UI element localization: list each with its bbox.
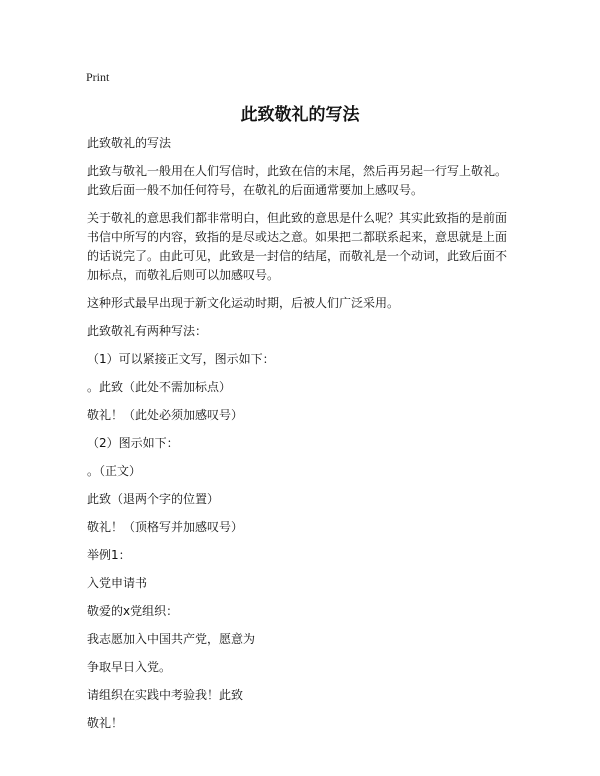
paragraph: 此致敬礼有两种写法： [87, 324, 208, 338]
paragraph: 争取早日入党。 [87, 660, 172, 674]
print-label: Print [86, 70, 110, 84]
document-body [87, 134, 517, 742]
paragraph: 我志愿加入中国共产党，愿意为 [87, 632, 256, 646]
paragraph-subtitle: 此致敬礼的写法 [87, 136, 172, 150]
paragraph: 此致（退两个字的位置） [87, 492, 220, 506]
paragraph: 。（正文） [87, 464, 142, 478]
paragraph: （2）图示如下： [87, 436, 179, 450]
document-title: 此致敬礼的写法 [240, 105, 360, 125]
paragraph: 入党申请书 [87, 576, 148, 590]
paragraph: 敬礼！ [87, 716, 124, 730]
paragraph: 关于敬礼的意思我们都非常明白，但此致的意思是什么呢？其实此致指的是前面书信中所写的内容，致指的是尽或达之意。如果把二都联系起来，意思就是上面的话说完了。由此可见，此致是一封信的结尾，而敬礼是一个动词，此致后面不加标点，而敬礼后则可以加感叹号。 [87, 211, 508, 282]
paragraph: 敬礼！（顶格写并加感叹号） [87, 520, 244, 534]
paragraph: 敬礼！（此处必须加感叹号） [87, 408, 244, 422]
paragraph: 敬爱的x党组织： [87, 604, 179, 618]
paragraph: 这种形式最早出现于新文化运动时期，后被人们广泛采用。 [87, 296, 400, 310]
paragraph: 请组织在实践中考验我！此致 [87, 688, 244, 702]
paragraph: 此致与敬礼一般用在人们写信时，此致在信的末尾，然后再另起一行写上敬礼。此致后面一般不加任何符号，在敬礼的后面通常要加上感叹号。 [87, 164, 508, 197]
paragraph: 。此致（此处不需加标点） [87, 380, 232, 394]
paragraph: 举例1： [87, 548, 131, 562]
paragraph: （1）可以紧接正文写，图示如下： [87, 352, 275, 366]
